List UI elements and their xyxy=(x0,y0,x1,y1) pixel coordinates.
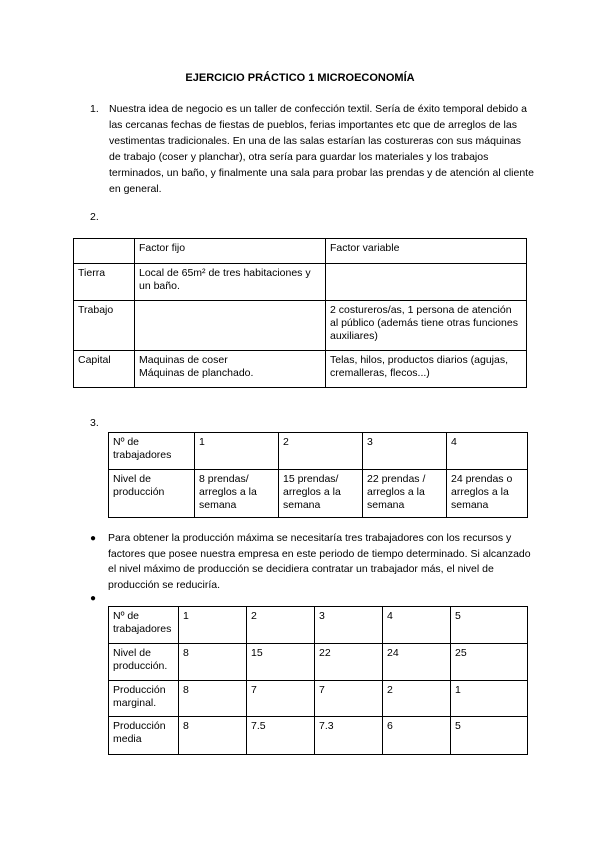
variable-cell: Telas, hilos, productos diarios (agujas, cremalleras, flecos...) xyxy=(326,351,527,388)
table-header-cell: Factor variable xyxy=(326,239,527,264)
list-number: 2. xyxy=(90,211,99,223)
table-row xyxy=(109,717,528,755)
table-cell: 3 xyxy=(315,607,383,644)
table-cell: 1 xyxy=(195,433,279,470)
list-text: Nuestra idea de negocio es un taller de confección textil. Sería de éxito temporal debido a las cercanas fechas de fiestas de pueblos, ferias importantes etc que de arreglos de las vestimentas tradicionales. En una de las salas estarían las costureras con sus máquinas de trabajo (coser y planchar), otra sería para guardar los materiales y los trabajos terminados, un baño, y finalmente una sala para probar las prendas y de atención al cliente en general. xyxy=(109,103,534,195)
table-row xyxy=(74,264,527,301)
fixed-cell: Local de 65m² de tres habitaciones y un baño. xyxy=(135,264,326,301)
bullet-icon: ● xyxy=(90,593,97,604)
table-row xyxy=(109,644,528,681)
table-cell: 5 xyxy=(451,717,528,755)
table-cell: 22 prendas / arreglos a la semana xyxy=(363,470,447,518)
row-label: Trabajo xyxy=(74,301,135,351)
table-cell: 8 xyxy=(179,717,247,755)
factors-table xyxy=(73,238,527,388)
table-cell: 4 xyxy=(447,433,528,470)
table-cell: 5 xyxy=(451,607,528,644)
table-cell: 8 xyxy=(179,681,247,717)
row-label: Nivel de producción xyxy=(109,470,195,518)
table-cell: 8 xyxy=(179,644,247,681)
table-cell: 3 xyxy=(363,433,447,470)
row-label: Producción marginal. xyxy=(109,681,179,717)
table-cell: 2 xyxy=(279,433,363,470)
table-row xyxy=(109,433,528,470)
list-number: 1. xyxy=(90,103,99,115)
list-number: 3. xyxy=(90,417,99,429)
bullet-icon: ● xyxy=(90,533,97,544)
table-cell: 1 xyxy=(179,607,247,644)
table-row xyxy=(109,470,528,518)
row-label: Nº de trabajadores xyxy=(109,607,179,644)
table-cell: 24 xyxy=(383,644,451,681)
marginal-production-table xyxy=(108,606,528,755)
row-label: Nivel de producción. xyxy=(109,644,179,681)
table-row xyxy=(74,301,527,351)
fixed-cell: Maquinas de coser Máquinas de planchado. xyxy=(135,351,326,388)
row-label: Nº de trabajadores xyxy=(109,433,195,470)
table-cell: 15 xyxy=(247,644,315,681)
page-title: EJERCICIO PRÁCTICO 1 MICROECONOMÍA xyxy=(185,72,415,84)
production-table xyxy=(108,432,528,518)
table-cell: 2 xyxy=(247,607,315,644)
table-cell: 7.3 xyxy=(315,717,383,755)
row-label: Capital xyxy=(74,351,135,388)
table-cell: 25 xyxy=(451,644,528,681)
table-row xyxy=(74,239,527,264)
table-cell: 22 xyxy=(315,644,383,681)
row-label: Producción media xyxy=(109,717,179,755)
list-item-1 xyxy=(90,101,534,197)
list-item-3 xyxy=(90,415,530,431)
bullet-text: Para obtener la producción máxima se necesitaría tres trabajadores con los recursos y factores que posee nuestra empresa en este periodo de tiempo determinado. Si alcanzado el nivel máximo de producción se decidiera contratar un trabajador más, el nivel de producción se reduciría. xyxy=(108,532,531,591)
table-cell: 6 xyxy=(383,717,451,755)
table-row xyxy=(109,607,528,644)
fixed-cell xyxy=(135,301,326,351)
table-cell: 7.5 xyxy=(247,717,315,755)
table-cell: 4 xyxy=(383,607,451,644)
table-row xyxy=(109,681,528,717)
table-cell: 8 prendas/ arreglos a la semana xyxy=(195,470,279,518)
table-cell: 7 xyxy=(247,681,315,717)
table-row xyxy=(74,351,527,388)
table-cell: 24 prendas o arreglos a la semana xyxy=(447,470,528,518)
row-label: Tierra xyxy=(74,264,135,301)
table-cell: 2 xyxy=(383,681,451,717)
table-cell: 1 xyxy=(451,681,528,717)
variable-cell xyxy=(326,264,527,301)
list-item-2 xyxy=(90,209,530,225)
table-header-cell: Factor fijo xyxy=(135,239,326,264)
variable-cell: 2 costureros/as, 1 persona de atención al público (además tiene otras funciones auxiliares) xyxy=(326,301,527,351)
table-cell: 15 prendas/ arreglos a la semana xyxy=(279,470,363,518)
table-header-cell xyxy=(74,239,135,264)
table-cell: 7 xyxy=(315,681,383,717)
